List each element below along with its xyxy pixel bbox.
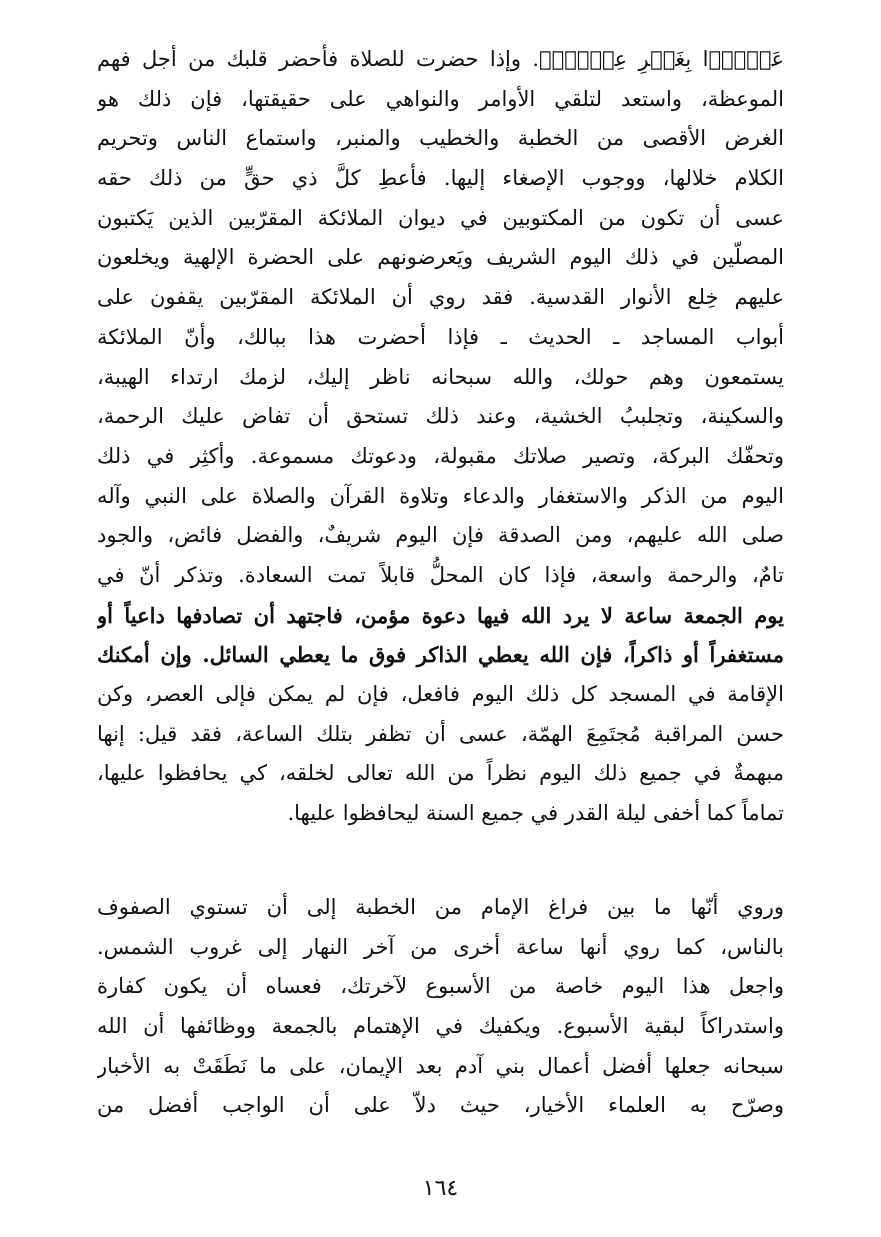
- text-line: تماماً كما أخفى ليلة القدر في جميع السنة ليحافظوا عليها.: [287, 801, 784, 826]
- text-line: المصلّين في ذلك اليوم الشريف ويَعرضونهم على الحضرة الإلهية ويخلعون: [97, 245, 784, 270]
- text-line: وصرّح به العلماء الأخيار، حيث دلاّ على أن الواجب أفضل من: [97, 1093, 784, 1118]
- text-line: عليهم خِلع الأنوار القدسية. فقد روي أن الملائكة المقرّبين يقفون على: [97, 285, 784, 310]
- text-line: وروي أنّها ما بين فراغ الإمام من الخطبة إلى أن تستوي الصفوف: [97, 895, 784, 919]
- text-line: تامٌ، والرحمة واسعة، فإذا كان المحلُّ قابلاً تمت السعادة. وتذكر أنّ في: [97, 562, 784, 587]
- text-line: بالناس، كما روي أنها ساعة أخرى من آخر النهار إلى غروب الشمس.: [97, 934, 784, 959]
- paragraph-1: [97, 40, 784, 834]
- text-line: والسكينة، وتجلببُ الخشية، وعند ذلك تستحق أن تفاض عليك الرحمة،: [97, 404, 784, 429]
- text-line-emphasis: مستغفراً أو ذاكراً، فإن الله يعطي الذاكر فوق ما يعطي السائل. وإن أمكنك: [97, 642, 784, 668]
- text-line: عَدۡوَۢا بِغَيۡرِ عِلۡمٍۗ﴾. وإذا حضرت للصلاة فأحضر قلبك من أجل فهم: [97, 47, 784, 71]
- text-line: حسن المراقبة مُجتَمِعَ الهمّة، عسى أن تظفر بتلك الساعة، فقد قيل: إنها: [97, 721, 784, 746]
- page-number: ١٦٤: [422, 1176, 459, 1201]
- text-line: أبواب المساجد ـ الحديث ـ فإذا أحضرت هذا ببالك، وأنّ الملائكة: [97, 324, 784, 349]
- text-line: الكلام خلالها، ووجوب الإصغاء إليها. فأعطِ كلَّ ذي حقٍّ من ذلك حقه: [97, 166, 784, 191]
- text-line: واستدراكاً لبقية الأسبوع. ويكفيك في الإهتمام بالجمعة ووظائفها أن الله: [97, 1014, 784, 1039]
- text-line: اليوم من الذكر والاستغفار والدعاء وتلاوة القرآن والصلاة على النبي وآله: [97, 483, 784, 508]
- text-line-emphasis: يوم الجمعة ساعة لا يرد الله فيها دعوة مؤمن، فاجتهد أن تصادفها داعياً أو: [97, 602, 784, 628]
- text-line: مبهمةٌ في جميع ذلك اليوم نظراً من الله تعالى لخلقه، كي يحافظوا عليها،: [97, 761, 784, 786]
- text-line: وتحفّك البركة، وتصير صلاتك مقبولة، ودعوتك مسموعة. وأكثِر في ذلك: [97, 443, 784, 468]
- text-line: واجعل هذا اليوم خاصة من الأسبوع لآخرتك، فعساه أن يكون كفارة: [97, 974, 784, 999]
- text-line: صلى الله عليهم، ومن الصدقة فإن اليوم شريفٌ، والفضل فائض، والجود: [97, 523, 784, 548]
- paragraph-2: [97, 888, 784, 1126]
- text-line: الغرض الأقصى من الخطبة والخطيب والمنبر، واستماع الناس وتحريم: [97, 126, 784, 151]
- text-line: الإقامة في المسجد كل ذلك اليوم فافعل، فإن لم يمكن فإلى العصر، وكن: [97, 682, 784, 706]
- text-line: سبحانه جعلها أفضل أعمال بني آدم بعد الإيمان، على ما نَطَقَتْ به الأخبار: [97, 1053, 784, 1078]
- text-line: الموعظة، واستعد لتلقي الأوامر والنواهي على حقيقتها، فإن ذلك هو: [97, 86, 784, 111]
- text-line: عسى أن تكون من المكتوبين في ديوان الملائكة المقرّبين الذين يَكتبون: [97, 205, 784, 230]
- text-line: يستمعون وهم حولك، والله سبحانه ناظر إليك، لزمك ارتداء الهيبة،: [97, 364, 784, 389]
